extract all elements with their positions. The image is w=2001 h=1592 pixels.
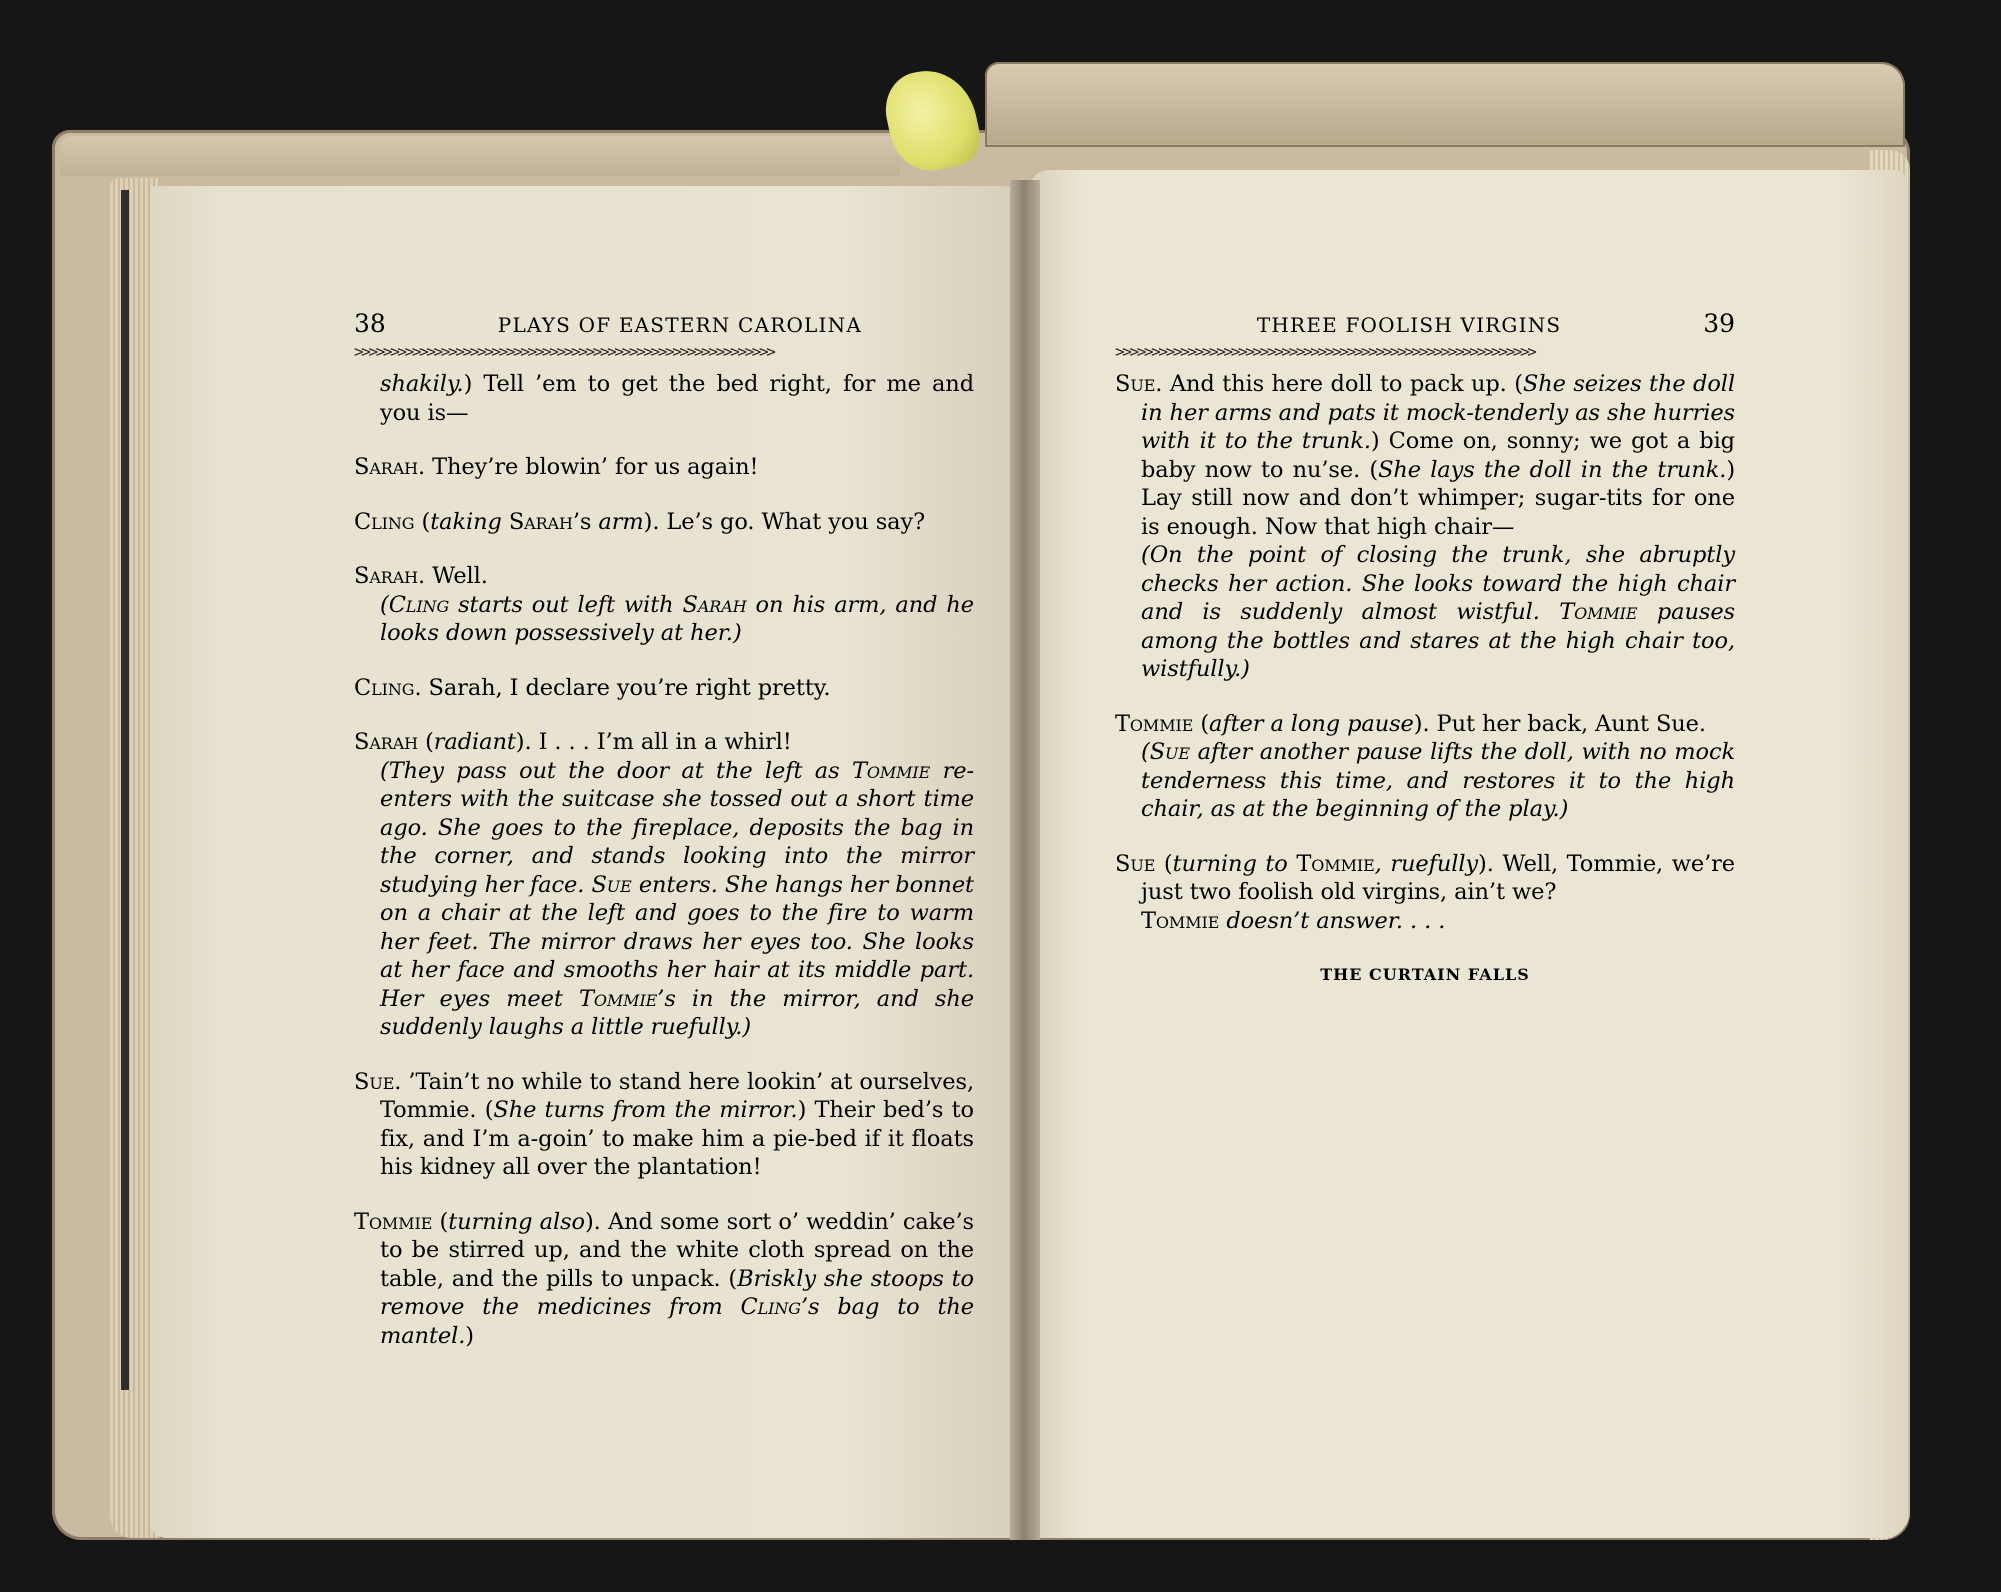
- right-paragraph-3: Tommie (after a long pause). Put her back, Aunt Sue.: [1115, 710, 1706, 737]
- right-running-head: THREE FOOLISH VIRGINS: [1256, 313, 1562, 337]
- left-running-header: [354, 310, 974, 340]
- right-running-header: [1115, 310, 1735, 340]
- left-stage-direction-1: (Cling starts out left with Sarah on his arm, and he looks down possessively at her.): [380, 591, 974, 646]
- curtain-falls: THE CURTAIN FALLS: [1320, 965, 1530, 984]
- left-paragraph-2: Sarah. They’re blowin’ for us again!: [354, 454, 759, 480]
- left-page-text: [354, 310, 974, 1350]
- left-paragraph-6: Cling. Sarah, I declare you’re right pretty.: [354, 674, 831, 701]
- right-paragraph-5: Sue (turning to Tommie, ruefully). Well, Tommie, we’re just two foolish old virgins, ain’t we?: [1115, 850, 1735, 905]
- right-stage-direction-1: (On the point of closing the trunk, she abruptly checks her action. She looks toward the high chair and is suddenly almost wistful. Tommie pauses among the bottles and stares at the high chair too, wistfully.): [1141, 542, 1735, 682]
- left-ornament-rule: >>>>>>>>>>>>>>>>>>>>>>>>>>>>>>>>>>>>>>>>>>>>>>>>>>>>>>>>>>: [354, 341, 774, 361]
- left-page-number: 38: [354, 309, 386, 338]
- right-stage-direction-2: (Sue after another pause lifts the doll, with no mock tenderness this time, and restores it to the high chair, as at the beginning of the play.): [1141, 739, 1735, 822]
- left-running-head: PLAYS OF EASTERN CAROLINA: [497, 313, 862, 337]
- right-ornament-rule: >>>>>>>>>>>>>>>>>>>>>>>>>>>>>>>>>>>>>>>>>>>>>>>>>>>>>>>>>>: [1115, 341, 1535, 361]
- right-page-number: 39: [1703, 309, 1735, 338]
- left-paragraph-10: Tommie (turning also). And some sort o’ weddin’ cake’s to be stirred up, and the white cloth spread on the table, and the pills to unpack. (Briskly she stoops to remove the medicines from Cling’s bag to the mantel.): [354, 1208, 975, 1349]
- book-gutter: [1010, 180, 1040, 1540]
- left-stage-direction-2: (They pass out the door at the left as Tommie re-enters with the suitcase she tossed out a short time ago. She goes to the fireplace, deposits the bag in the corner, and stands looking into the mirror studying her face. Sue enters. She hangs her bonnet on a chair at the left and goes to the fire to warm her feet. The mirror draws her eyes too. She looks at her face and smooths her hair at its middle part. Her eyes meet Tommie’s in the mirror, and she suddenly laughs a little ruefully.): [380, 757, 974, 1040]
- left-paragraph-9: Sue. ’Tain’t no while to stand here lookin’ at ourselves, Tommie. (She turns from the mirror.) Their bed’s to fix, and I’m a-goin’ to make him a pie-bed if it floats his kidney all over the plantation!: [354, 1068, 974, 1180]
- book-cover-top-left: [60, 136, 900, 176]
- right-stage-direction-3: Tommie doesn’t answer. . . .: [1141, 907, 1446, 934]
- right-paragraph-1: Sue. And this here doll to pack up. (She seizes the doll in her arms and pats it mock-tenderly as she hurries with it to the trunk.) Come on, sonny; we got a big baby now to nu’se. (She lays the doll in the trunk.) Lay still now and don’t whimper; sugar-tits for one is enough. Now that high chair—: [1115, 371, 1735, 540]
- spine-shadow: [121, 190, 129, 1390]
- book-cover-top-right: [985, 62, 1905, 147]
- left-paragraph-7: Sarah (radiant). I . . . I’m all in a whirl!: [354, 729, 792, 755]
- right-page-text: [1115, 310, 1735, 990]
- left-paragraph-4: Sarah. Well.: [354, 563, 488, 589]
- left-paragraph-3: Cling (taking Sarah’s arm). Le’s go. What you say?: [354, 508, 926, 535]
- left-paragraph-1: shakily.) Tell ’em to get the bed right, for me and you is—: [380, 371, 974, 426]
